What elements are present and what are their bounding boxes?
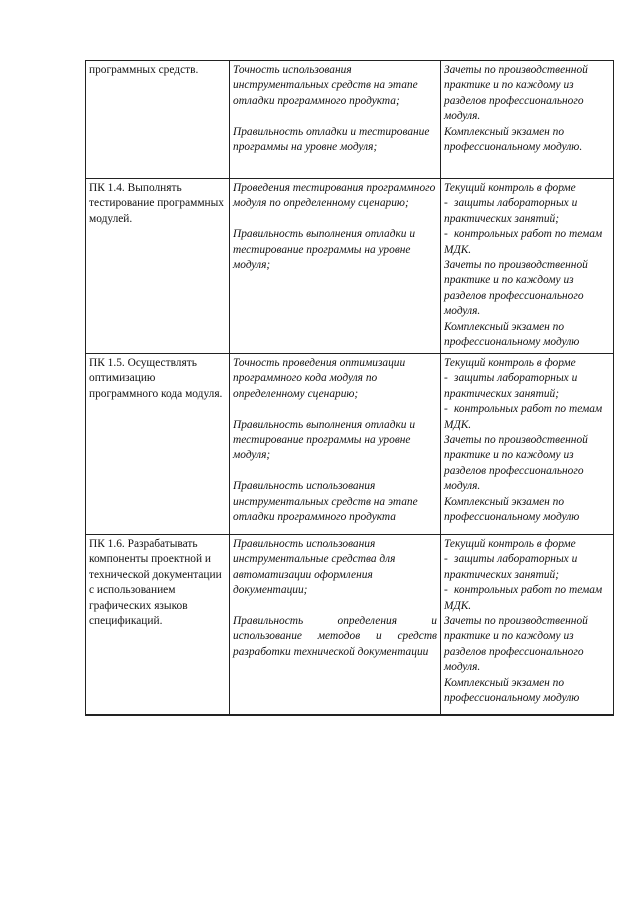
assessment-item: - защиты лабораторных и практических занятий; (444, 372, 578, 400)
assessment-tail: Комплексный экзамен по профессиональному модулю (444, 320, 580, 349)
assessment-item: - контрольных работ по темам МДК. (444, 584, 603, 612)
assessment-cell (441, 354, 614, 535)
table-row (86, 179, 614, 354)
list-dash-icon: - (444, 584, 448, 597)
indicator-text: Точность использования инструментальных средств на этапе отладки программного продукта; (233, 64, 418, 107)
indicator-text: Точность проведения оптимизации программного кода модуля по определенному сценарию; (233, 357, 406, 400)
list-dash-icon: - (444, 553, 448, 566)
table-row (86, 61, 614, 179)
list-dash-icon: - (444, 197, 448, 210)
list-dash-icon: - (444, 403, 448, 416)
assessment-item: - контрольных работ по темам МДК. (444, 228, 603, 256)
assessment-item: - защиты лабораторных и практических занятий; (444, 197, 578, 225)
indicator-text: Проведения тестирования программного модуля по определенному сценарию; (233, 182, 436, 210)
indicator-text: Правильность определения и использование методов и средств разработки технической документации (233, 615, 437, 658)
assessment-item: - контрольных работ по темам МДК. (444, 403, 603, 431)
assessment-lead: Текущий контроль в форме (444, 182, 576, 194)
assessment-lead: Текущий контроль в форме (444, 357, 576, 369)
competency-cell (86, 354, 230, 535)
assessment-tail: Комплексный экзамен по профессиональному модулю. (444, 125, 583, 154)
table-row (86, 535, 614, 715)
assessment-tail: Зачеты по производственной практике и по каждому из разделов профессионального модуля. (444, 259, 588, 318)
competency-text: ПК 1.4. Выполнять тестирование программных модулей. (89, 182, 224, 225)
assessment-tail: Зачеты по производственной практике и по каждому из разделов профессионального модуля. (444, 615, 588, 674)
assessment-item: - защиты лабораторных и практических занятий; (444, 553, 578, 581)
assessment-tail: Зачеты по производственной практике и по каждому из разделов профессионального модуля. (444, 64, 588, 123)
competency-text: ПК 1.6. Разрабатывать компоненты проектной и технической документации с использованием графических языков спецификаций. (89, 538, 222, 628)
table-row (86, 354, 614, 535)
assessment-tail: Зачеты по производственной практике и по каждому из разделов профессионального модуля. (444, 434, 588, 493)
indicator-text: Правильность выполнения отладки и тестирование программы на уровне модуля; (233, 228, 416, 272)
indicators-cell (230, 354, 441, 535)
competency-cell (86, 179, 230, 354)
assessment-cell (441, 61, 614, 179)
competency-text: программных средств. (89, 64, 199, 76)
competency-table (85, 60, 614, 716)
indicators-cell (230, 179, 441, 354)
indicator-text: Правильность отладки и тестирование программы на уровне модуля; (233, 125, 430, 154)
indicator-text: Правильность использования инструментальных средств на этапе отладки программного продукта (233, 480, 418, 524)
competency-cell (86, 61, 230, 179)
indicator-text: Правильность выполнения отладки и тестирование программы на уровне модуля; (233, 418, 416, 462)
assessment-cell (441, 179, 614, 354)
indicator-text: Правильность использования инструментальные средства для автоматизации оформления документации; (233, 538, 396, 597)
list-dash-icon: - (444, 372, 448, 385)
competency-text: ПК 1.5. Осуществлять оптимизацию программного кода модуля. (89, 357, 223, 400)
indicators-cell (230, 61, 441, 179)
list-dash-icon: - (444, 228, 448, 241)
assessment-tail: Комплексный экзамен по профессиональному модулю (444, 676, 580, 705)
competency-cell (86, 535, 230, 715)
assessment-lead: Текущий контроль в форме (444, 538, 576, 550)
assessment-tail: Комплексный экзамен по профессиональному модулю (444, 495, 580, 524)
assessment-cell (441, 535, 614, 715)
indicators-cell (230, 535, 441, 715)
